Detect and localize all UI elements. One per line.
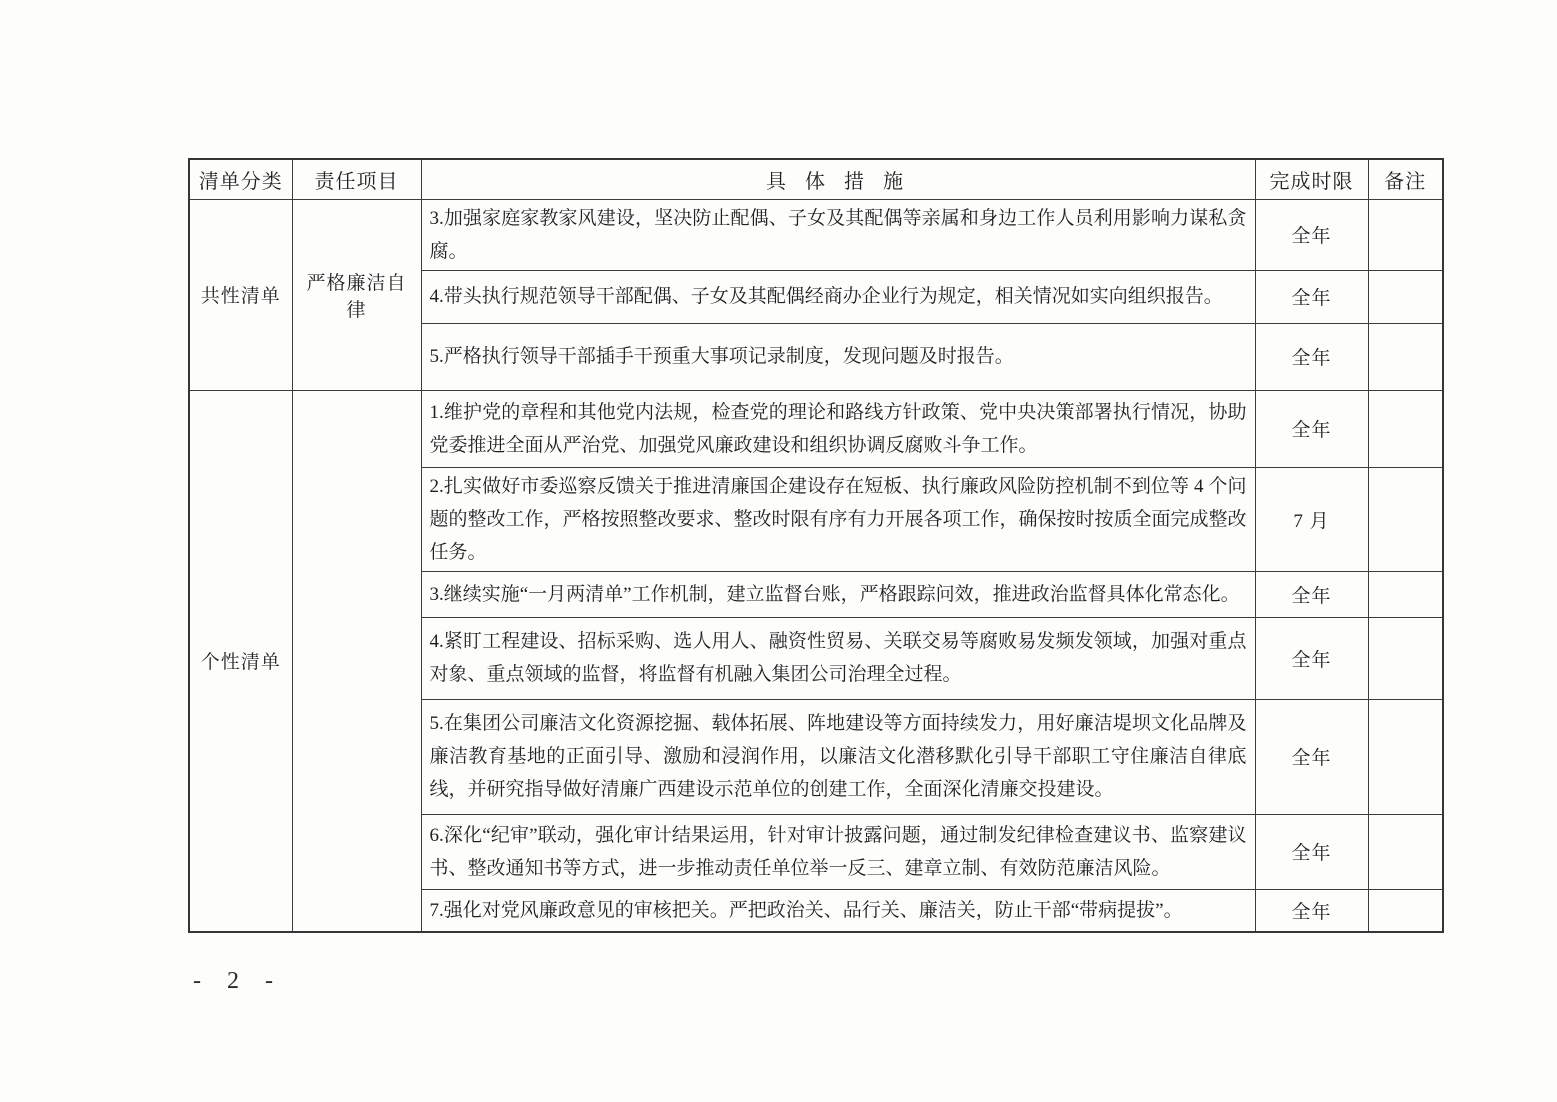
project-cell-individual xyxy=(292,390,421,932)
project-cell-common: 严格廉洁自律 xyxy=(292,199,421,390)
deadline-cell: 全年 xyxy=(1255,699,1368,814)
deadline-cell: 全年 xyxy=(1255,889,1368,932)
deadline-cell: 7 月 xyxy=(1255,467,1368,571)
deadline-cell: 全年 xyxy=(1255,199,1368,270)
remark-cell xyxy=(1368,889,1443,932)
measure-cell: 6.深化“纪审”联动，强化审计结果运用，针对审计披露问题，通过制发纪律检查建议书、监察建议书、整改通知书等方式，进一步推动责任单位举一反三、建章立制、有效防范廉洁风险。 xyxy=(421,814,1255,889)
deadline-cell: 全年 xyxy=(1255,270,1368,323)
deadline-cell: 全年 xyxy=(1255,571,1368,617)
remark-cell xyxy=(1368,699,1443,814)
page-number: - 2 - xyxy=(193,968,283,994)
header-cell-category: 清单分类 xyxy=(189,159,292,199)
remark-cell xyxy=(1368,323,1443,390)
category-cell-individual: 个性清单 xyxy=(189,390,292,932)
deadline-cell: 全年 xyxy=(1255,814,1368,889)
deadline-cell: 全年 xyxy=(1255,323,1368,390)
deadline-cell: 全年 xyxy=(1255,617,1368,699)
header-cell-measures: 具 体 措 施 xyxy=(421,159,1255,199)
remark-cell xyxy=(1368,814,1443,889)
table-row xyxy=(189,199,1443,270)
measure-cell: 1.维护党的章程和其他党内法规，检查党的理论和路线方针政策、党中央决策部署执行情况，协助党委推进全面从严治党、加强党风廉政建设和组织协调反腐败斗争工作。 xyxy=(421,390,1255,467)
responsibility-list-table xyxy=(188,158,1444,933)
measure-cell: 5.严格执行领导干部插手干预重大事项记录制度，发现问题及时报告。 xyxy=(421,323,1255,390)
measure-cell: 7.强化对党风廉政意见的审核把关。严把政治关、品行关、廉洁关，防止干部“带病提拔”。 xyxy=(421,889,1255,932)
deadline-cell: 全年 xyxy=(1255,390,1368,467)
remark-cell xyxy=(1368,199,1443,270)
remark-cell xyxy=(1368,617,1443,699)
table-row xyxy=(189,390,1443,467)
measure-cell: 2.扎实做好市委巡察反馈关于推进清廉国企建设存在短板、执行廉政风险防控机制不到位等 4 个问题的整改工作，严格按照整改要求、整改时限有序有力开展各项工作，确保按时按质全面完成整改任务。 xyxy=(421,467,1255,571)
remark-cell xyxy=(1368,390,1443,467)
measure-cell: 4.紧盯工程建设、招标采购、选人用人、融资性贸易、关联交易等腐败易发频发领域，加强对重点对象、重点领域的监督，将监督有机融入集团公司治理全过程。 xyxy=(421,617,1255,699)
header-cell-remark: 备注 xyxy=(1368,159,1443,199)
remark-cell xyxy=(1368,270,1443,323)
header-cell-deadline: 完成时限 xyxy=(1255,159,1368,199)
remark-cell xyxy=(1368,467,1443,571)
measure-cell: 3.继续实施“一月两清单”工作机制，建立监督台账，严格跟踪问效，推进政治监督具体化常态化。 xyxy=(421,571,1255,617)
measure-cell: 4.带头执行规范领导干部配偶、子女及其配偶经商办企业行为规定，相关情况如实向组织报告。 xyxy=(421,270,1255,323)
measure-cell: 5.在集团公司廉洁文化资源挖掘、载体拓展、阵地建设等方面持续发力，用好廉洁堤坝文化品牌及廉洁教育基地的正面引导、激励和浸润作用，以廉洁文化潜移默化引导干部职工守住廉洁自律底线，并研究指导做好清廉广西建设示范单位的创建工作，全面深化清廉交投建设。 xyxy=(421,699,1255,814)
category-cell-common: 共性清单 xyxy=(189,199,292,390)
table-header-row xyxy=(189,159,1443,199)
remark-cell xyxy=(1368,571,1443,617)
header-cell-project: 责任项目 xyxy=(292,159,421,199)
measure-cell: 3.加强家庭家教家风建设，坚决防止配偶、子女及其配偶等亲属和身边工作人员利用影响力谋私贪腐。 xyxy=(421,199,1255,270)
